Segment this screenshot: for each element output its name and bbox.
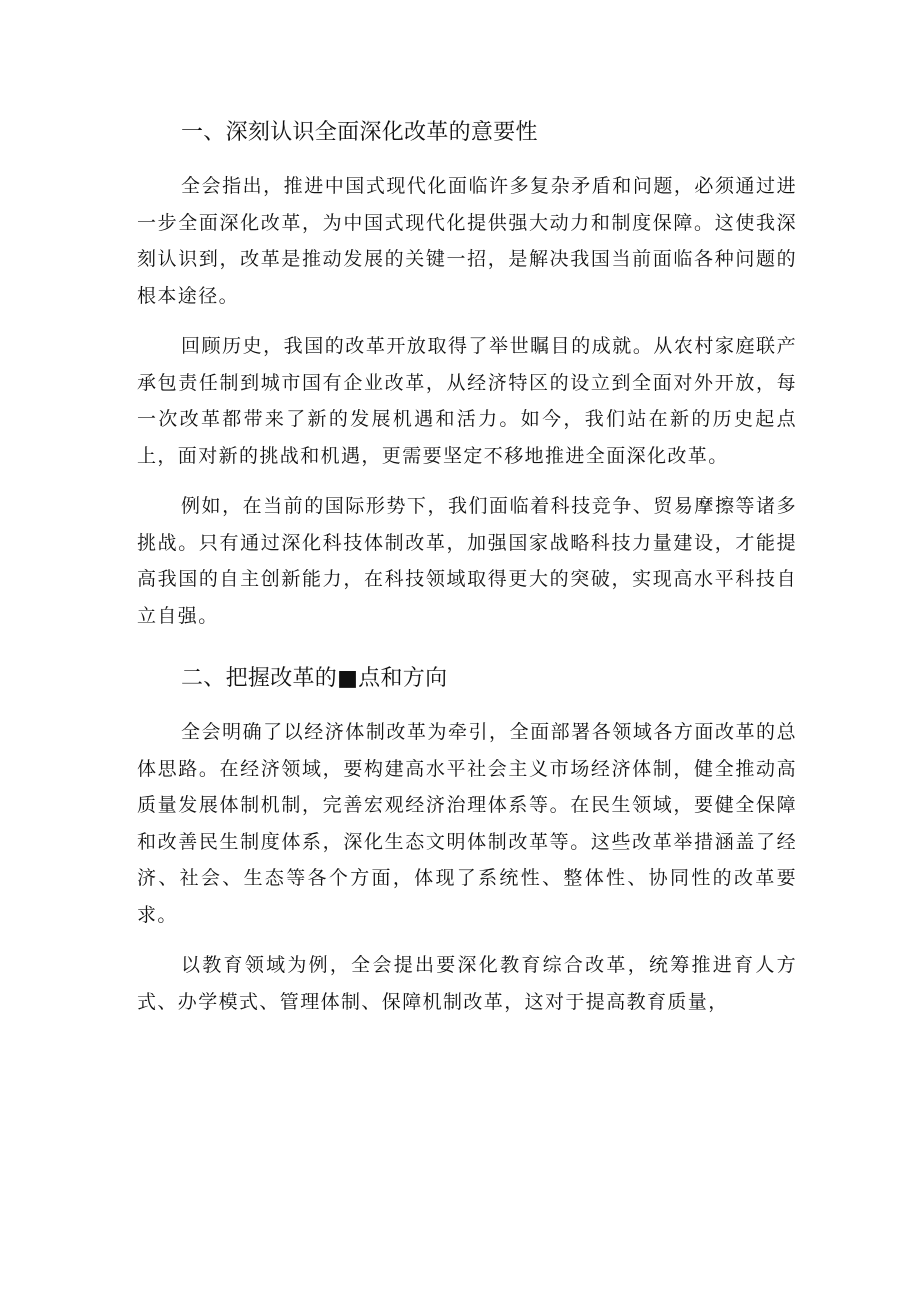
document-body — [137, 112, 797, 1034]
paragraph: 例如，在当前的国际形势下，我们面临着科技竞争、贸易摩擦等诸多挑战。只有通过深化科技体制改革，加强国家战略科技力量建设，才能提高我国的自主创新能力，在科技领域取得更大的突破，实现高水平科技自立自强。 — [137, 495, 797, 627]
paragraph: 回顾历史，我国的改革开放取得了举世瞩目的成就。从农村家庭联产承包责任制到城市国有企业改革，从经济特区的设立到全面对外开放，每一次改革都带来了新的发展机遇和活力。如今，我们站在新的历史起点上，面对新的挑战和机遇，更需要坚定不移地推进全面深化改革。 — [137, 335, 797, 467]
section-heading-1: 一、深刻认识全面深化改革的意要性 — [181, 120, 538, 145]
section-heading-2: 二、把握改革的■点和方向 — [181, 666, 448, 691]
paragraph: 以教育领域为例，全会提出要深化教育综合改革，统筹推进育人方式、办学模式、管理体制、保障机制改革，这对于提高教育质量， — [137, 954, 797, 1013]
paragraph: 全会指出，推进中国式现代化面临许多复杂矛盾和问题，必须通过进一步全面深化改革，为中国式现代化提供强大动力和制度保障。这使我深刻认识到，改革是推动发展的关键一招，是解决我国当前面临各种问题的根本途径。 — [137, 175, 797, 307]
paragraph: 全会明确了以经济体制改革为牵引，全面部署各领域各方面改革的总体思路。在经济领域，要构建高水平社会主义市场经济体制，健全推动高质量发展体制机制，完善宏观经济治理体系等。在民生领域，要健全保障和改善民生制度体系，深化生态文明体制改革等。这些改革举措涵盖了经济、社会、生态等各个方面，体现了系统性、整体性、协同性的改革要求。 — [137, 721, 797, 926]
